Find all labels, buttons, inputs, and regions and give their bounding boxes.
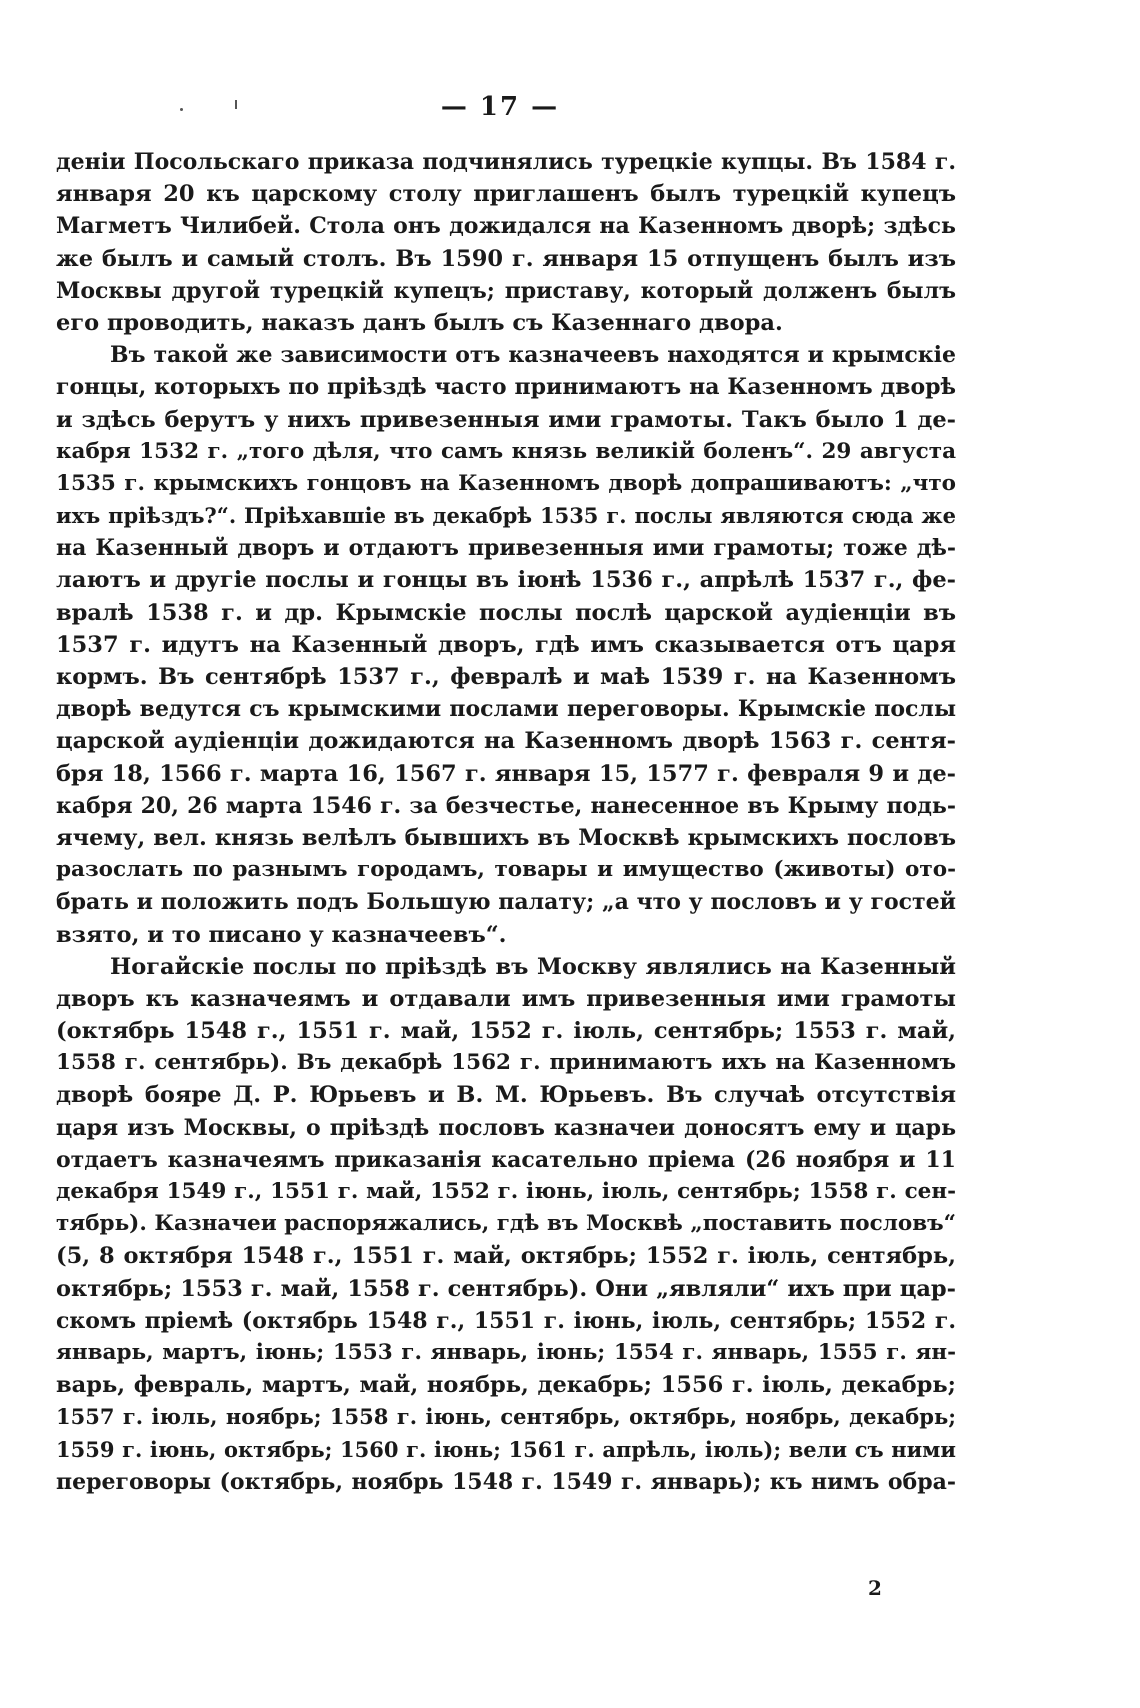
text-line: отдаетъ казначеямъ приказанія касательно пріема (26 ноября и 11 xyxy=(56,1146,956,1173)
text-line: (5, 8 октября 1548 г., 1551 г. май, октябрь; 1552 г. іюль, сентябрь, xyxy=(56,1243,956,1270)
paragraph-first-line: Въ такой же зависимости отъ казначеевъ находятся и крымскіе xyxy=(110,342,956,369)
text-line: ихъ пріѣздъ?“. Пріѣхавшіе въ декабрѣ 1535 г. послы являются сюда же xyxy=(56,503,956,529)
text-line: царской аудіенціи дожидаются на Казенномъ дворѣ 1563 г. сентя- xyxy=(56,728,956,755)
text-line: 1559 г. іюнь, октябрь; 1560 г. іюнь; 1561 г. апрѣль, іюль); вели съ ними xyxy=(56,1436,956,1462)
text-line: 1535 г. крымскихъ гонцовъ на Казенномъ дворѣ допрашиваютъ: „что xyxy=(56,470,956,496)
text-line: тябрь). Казначеи распоряжались, гдѣ въ Москвѣ „поставить пословъ“ xyxy=(56,1211,956,1237)
text-line: дворѣ бояре Д. Р. Юрьевъ и В. М. Юрьевъ. Въ случаѣ отсутствія xyxy=(56,1082,956,1109)
text-line: взято, и то писано у казначеевъ“. xyxy=(56,921,507,948)
text-line: кабря 1532 г. „того дѣля, что самъ князь великій боленъ“. 29 августа xyxy=(56,438,956,464)
text-line: кормъ. Въ сентябрѣ 1537 г., февралѣ и маѣ 1539 г. на Казенномъ xyxy=(56,664,956,690)
text-line: царя изъ Москвы, о пріѣздѣ пословъ казначеи доносятъ ему и царь xyxy=(56,1114,956,1141)
text-line: октябрь; 1553 г. май, 1558 г. сентябрь). Они „являли“ ихъ при цар- xyxy=(56,1275,956,1302)
text-line: брать и положить подъ Большую палату; „а что у пословъ и у гостей xyxy=(56,889,956,916)
text-line: же былъ и самый столъ. Въ 1590 г. января 15 отпущенъ былъ изъ xyxy=(56,245,956,272)
text-line: на Казенный дворъ и отдаютъ привезенныя ими грамоты; тоже дѣ- xyxy=(56,535,956,562)
signature-mark: 2 xyxy=(868,1576,882,1600)
text-line: вралѣ 1538 г. и др. Крымскіе послы послѣ царской аудіенціи въ xyxy=(56,599,956,626)
text-line: январь, мартъ, іюнь; 1553 г. январь, іюнь; 1554 г. январь, 1555 г. ян- xyxy=(56,1339,956,1365)
text-line: (октябрь 1548 г., 1551 г. май, 1552 г. іюль, сентябрь; 1553 г. май, xyxy=(56,1018,956,1045)
text-line: декабря 1549 г., 1551 г. май, 1552 г. іюнь, іюль, сентябрь; 1558 г. сен- xyxy=(56,1179,956,1204)
text-line: дворѣ ведутся съ крымскими послами переговоры. Крымскіе послы xyxy=(56,696,956,723)
text-line: января 20 къ царскому столу приглашенъ былъ турецкій купецъ xyxy=(56,181,956,208)
text-line: 1558 г. сентябрь). Въ декабрѣ 1562 г. принимаютъ ихъ на Казенномъ xyxy=(56,1050,956,1076)
text-line: дворъ къ казначеямъ и отдавали имъ привезенныя ими грамоты xyxy=(56,985,956,1012)
text-line: переговоры (октябрь, ноябрь 1548 г. 1549 г. январь); къ нимъ обра- xyxy=(56,1468,956,1495)
text-line: 1537 г. идутъ на Казенный дворъ, гдѣ имъ сказывается отъ царя xyxy=(56,631,956,658)
text-line: его проводить, наказъ данъ былъ съ Казеннаго двора. xyxy=(56,309,783,336)
text-line: бря 18, 1566 г. марта 16, 1567 г. января 15, 1577 г. февраля 9 и де- xyxy=(56,760,956,787)
text-line: скомъ пріемѣ (октябрь 1548 г., 1551 г. іюнь, іюль, сентябрь; 1552 г. xyxy=(56,1307,956,1334)
text-line: кабря 20, 26 марта 1546 г. за безчестье, нанесенное въ Крыму подь- xyxy=(56,792,956,819)
text-line: Москвы другой турецкій купецъ; приставу, который долженъ былъ xyxy=(56,277,956,304)
paragraph-first-line: Ногайскіе послы по пріѣздѣ въ Москву являлись на Казенный xyxy=(110,953,956,980)
text-line: лаютъ и другіе послы и гонцы въ іюнѣ 1536 г., апрѣлѣ 1537 г., фе- xyxy=(56,567,956,594)
text-line: деніи Посольскаго приказа подчинялись турецкіе купцы. Въ 1584 г. xyxy=(56,149,956,175)
text-line: 1557 г. іюль, ноябрь; 1558 г. іюнь, сентябрь, октябрь, ноябрь, декабрь; xyxy=(56,1404,956,1430)
text-line: Магметъ Чилибей. Стола онъ дожидался на Казенномъ дворѣ; здѣсь xyxy=(56,213,956,240)
body-text xyxy=(56,146,956,1498)
page-number: — 17 — xyxy=(440,92,560,122)
text-line: ячему, вел. князь велѣлъ бывшихъ въ Москвѣ крымскихъ пословъ xyxy=(56,824,956,851)
text-line: варь, февраль, мартъ, май, ноябрь, декабрь; 1556 г. іюль, декабрь; xyxy=(56,1372,956,1399)
text-line: и здѣсь берутъ у нихъ привезенныя ими грамоты. Такъ было 1 де- xyxy=(56,406,956,433)
text-line: гонцы, которыхъ по пріѣздѣ часто принимаютъ на Казенномъ дворѣ xyxy=(56,374,956,401)
text-line: разослать по разнымъ городамъ, товары и имущество (животы) ото- xyxy=(56,857,956,883)
